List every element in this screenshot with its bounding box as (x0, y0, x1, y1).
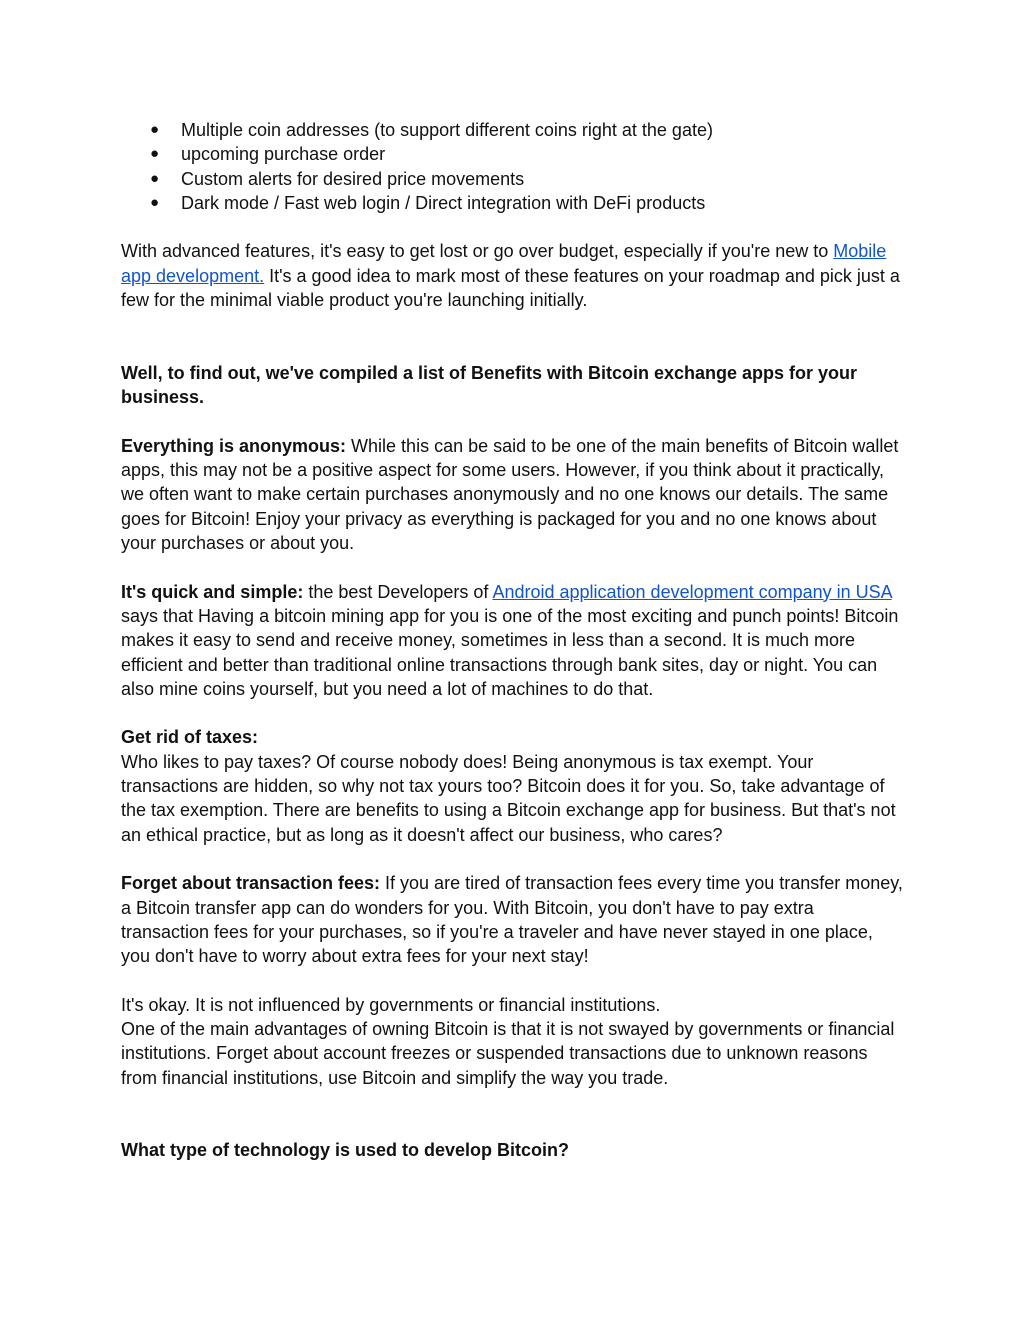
anonymous-text: While this can be said to be one of the main benefits of Bitcoin wallet apps, this may not be a positive aspect for some users. However, if you think about it practically, we often want to make certain purchases anonymously and no one knows our details. The same goes for Bitcoin! Enjoy your privacy as everything is packaged for you and no one knows about your purchases or about you. (121, 435, 899, 554)
bullet-icon: ● (150, 145, 160, 163)
taxes-label: Get rid of taxes: (121, 727, 259, 748)
paragraph-spacer (121, 847, 906, 871)
technology-heading: What type of technology is used to develop Bitcoin? (121, 1140, 570, 1161)
fees-label: Forget about transaction fees: (121, 873, 381, 894)
list-item (121, 191, 906, 215)
fees-text: If you are tired of transaction fees every time you transfer money, a Bitcoin transfer app can do wonders for you. With Bitcoin, you don't have to pay extra transaction fees for your purchases, so if you're a traveler and have never stayed in one place, you don't have to worry about extra fees for your next stay! (121, 873, 903, 967)
bullet-icon: ● (150, 169, 160, 187)
benefits-heading: Well, to find out, we've compiled a list of Benefits with Bitcoin exchange apps for your business. (121, 362, 858, 408)
list-item (121, 167, 906, 191)
paragraph-spacer (121, 555, 906, 579)
bullet-icon: ● (150, 121, 160, 138)
list-item (121, 118, 906, 142)
paragraph-spacer (121, 312, 906, 361)
bullet-icon: ● (150, 193, 160, 211)
anonymous-label: Everything is anonymous: (121, 435, 347, 456)
list-item-text: Custom alerts for desired price movements (181, 168, 525, 189)
mobile-app-development-link[interactable]: Mobile app development. (121, 241, 887, 286)
paragraph-spacer (121, 410, 906, 434)
paragraph-spacer (121, 968, 906, 992)
feature-list (121, 118, 906, 215)
intro-text: With advanced features, it's easy to get lost or go over budget, especially if you're new to (121, 241, 834, 262)
intro-paragraph (121, 239, 906, 312)
list-item (121, 142, 906, 166)
influence-paragraph: One of the main advantages of owning Bitcoin is that it is not swayed by governments or financial institutions. Forget about account freezes or suspended transactions due to unknown reasons from financial institutions, use Bitcoin and simplify the way you trade. (121, 1018, 895, 1088)
paragraph-spacer (121, 1090, 906, 1139)
document-body (121, 118, 906, 1163)
list-item-text: upcoming purchase order (181, 144, 386, 165)
anonymous-paragraph (121, 434, 906, 555)
fees-paragraph (121, 871, 906, 968)
list-item-text: Dark mode / Fast web login / Direct integration with DeFi products (181, 192, 706, 213)
quick-text-continued: says that Having a bitcoin mining app for you is one of the most exciting and punch points! Bitcoin makes it easy to send and receive money, sometimes in less than a second. It is much more efficient and better than traditional online transactions through bank sites, day or night. You can also mine coins yourself, but you need a lot of machines to do that. (121, 605, 899, 699)
quick-label: It's quick and simple: (121, 581, 304, 602)
quick-text: the best Developers of (303, 581, 493, 602)
android-development-company-link[interactable]: Android application development company in USA (492, 581, 892, 602)
paragraph-spacer (121, 701, 906, 725)
paragraph-spacer (121, 215, 906, 239)
list-item-text: Multiple coin addresses (to support different coins right at the gate) (181, 120, 713, 140)
taxes-paragraph: Who likes to pay taxes? Of course nobody does! Being anonymous is tax exempt. Your transactions are hidden, so why not tax yours too? Bitcoin does it for you. So, take advantage of the tax exemption. There are benefits to using a Bitcoin exchange app for business. But that's not an ethical practice, but as long as it doesn't affect our business, who cares? (121, 751, 896, 845)
quick-paragraph (121, 580, 906, 701)
intro-text-continued: It's a good idea to mark most of these features on your roadmap and pick just a few for the minimal viable product you're launching initially. (121, 265, 900, 311)
influence-line: It's okay. It is not influenced by governments or financial institutions. (121, 994, 661, 1015)
